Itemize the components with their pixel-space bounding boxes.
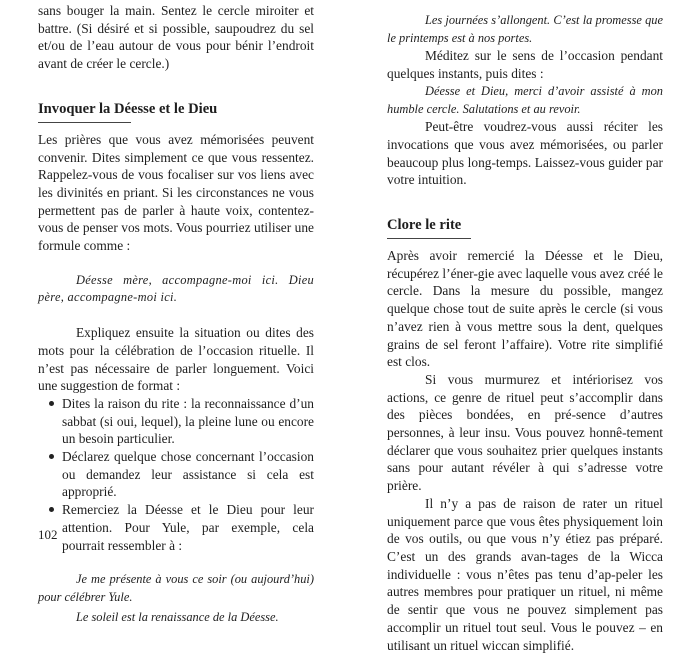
yule-line-2: Le soleil est la renaissance de la Déesse. (76, 609, 279, 624)
paragraph-prayers: Les prières que vous avez mémorisées peuvent convenir. Dites simplement ce que vous ressentez. Rappelez-vous de vous focaliser sur vos liens avec les divinités en priant. Si les circonstances ne vous permettent pas de parler à haute voix, contentez-vous de penser vos mots. Vous pourriez utiliser une formule comme : (38, 131, 314, 254)
format-list (38, 395, 314, 554)
bullet-icon (49, 454, 54, 459)
heading-underline (387, 238, 471, 239)
list-item: Déclarez quelque chose concernant l’occasion ou demandez leur assistance si cela est approprié. (38, 448, 314, 501)
paragraph-meditate: Méditez sur le sens de l’occasion pendant quelques instants, puis dites : (387, 48, 663, 82)
page-number: 102 (38, 527, 58, 542)
paragraph-explain: Expliquez ensuite la situation ou dites des mots pour la célébration de l’occasion rituelle. Il n’est pas nécessaire de parler longuement. Voici une suggestion de format : (38, 325, 314, 394)
yule-line-3: Les journées s’allongent. C’est la promesse que le printemps est à nos portes. (387, 13, 663, 45)
list-item: Dites la raison du rite : la reconnaissance d’un sabbat (si oui, lequel), la pleine lune ou encore un besoin particulier. (38, 395, 314, 448)
invocation-text: Déesse mère, accompagne-moi ici. Dieu père, accompagne-moi ici. (38, 272, 314, 305)
section-heading-clore (387, 216, 663, 234)
heading-clore: Clore le rite (387, 217, 462, 234)
paragraph-after-thanks: Après avoir remercié la Déesse et le Dieu, récupérez l’éner-gie avec laquelle vous avez créé le cercle. Dans la mesure du possible, mangez quelque chose tout de suite après le cercle (si vous n’avez rien à vous mettre sous la dent, quelques grains de sel feront l’affaire). Votre rite simplifié est clos. (387, 248, 663, 370)
heading-underline (38, 122, 131, 123)
paragraph-murmur: Si vous murmurez et intériorisez vos actions, ce genre de rituel peut s’accomplir dans des pièces bondées, en pré-sence d’autres personnes, à leur insu. Vous pouvez honnê-tement déclarer que vous souhaitez prier quelques instants sans pour autant révéler à qui s’adresse votre prière. (387, 371, 663, 494)
right-page (387, 0, 663, 654)
paragraph-no-reason: Il n’y a pas de raison de rater un rituel uniquement parce que vous êtes physiquement loin de vos outils, ou que vous n’y étiez pas préparé. C’est un des grands avan-tages de la Wicca individuelle : vous n’êtes pas tenu d’ap-peler les autres membres pour pratiquer un rituel, ni même de sentir que vous ne pouvez simplement pas accomplir un rituel tout seul. Vous le pouvez – en utilisant un rituel wiccan simplifié. (387, 495, 663, 653)
bullet-icon (49, 507, 54, 512)
heading-invoquer: Invoquer la Déesse et le Dieu (38, 100, 218, 117)
left-page (38, 0, 314, 626)
yule-line-1: Je me présente à vous ce soir (ou aujourd’hui) pour célébrer Yule. (38, 572, 314, 604)
farewell-text: Déesse et Dieu, merci d’avoir assisté à mon humble cercle. Salutations et au revoir. (387, 83, 663, 116)
bullet-icon (49, 401, 54, 406)
paragraph-recite: Peut-être voudrez-vous aussi réciter les invocations que vous avez mémorisées, ou parler beaucoup plus long-temps. Laissez-vous guider par votre intuition. (387, 119, 663, 188)
intro-paragraph: sans bouger la main. Sentez le cercle miroiter et battre. (Si désiré et si possible, saupoudrez du sel et/ou de l’eau autour de vous pour bénir l’endroit avant de créer le cercle.) (38, 3, 314, 72)
list-item: Remerciez la Déesse et le Dieu pour leur attention. Pour Yule, par exemple, cela pourrait ressembler à : (38, 501, 314, 554)
section-heading-invoquer (38, 100, 314, 118)
